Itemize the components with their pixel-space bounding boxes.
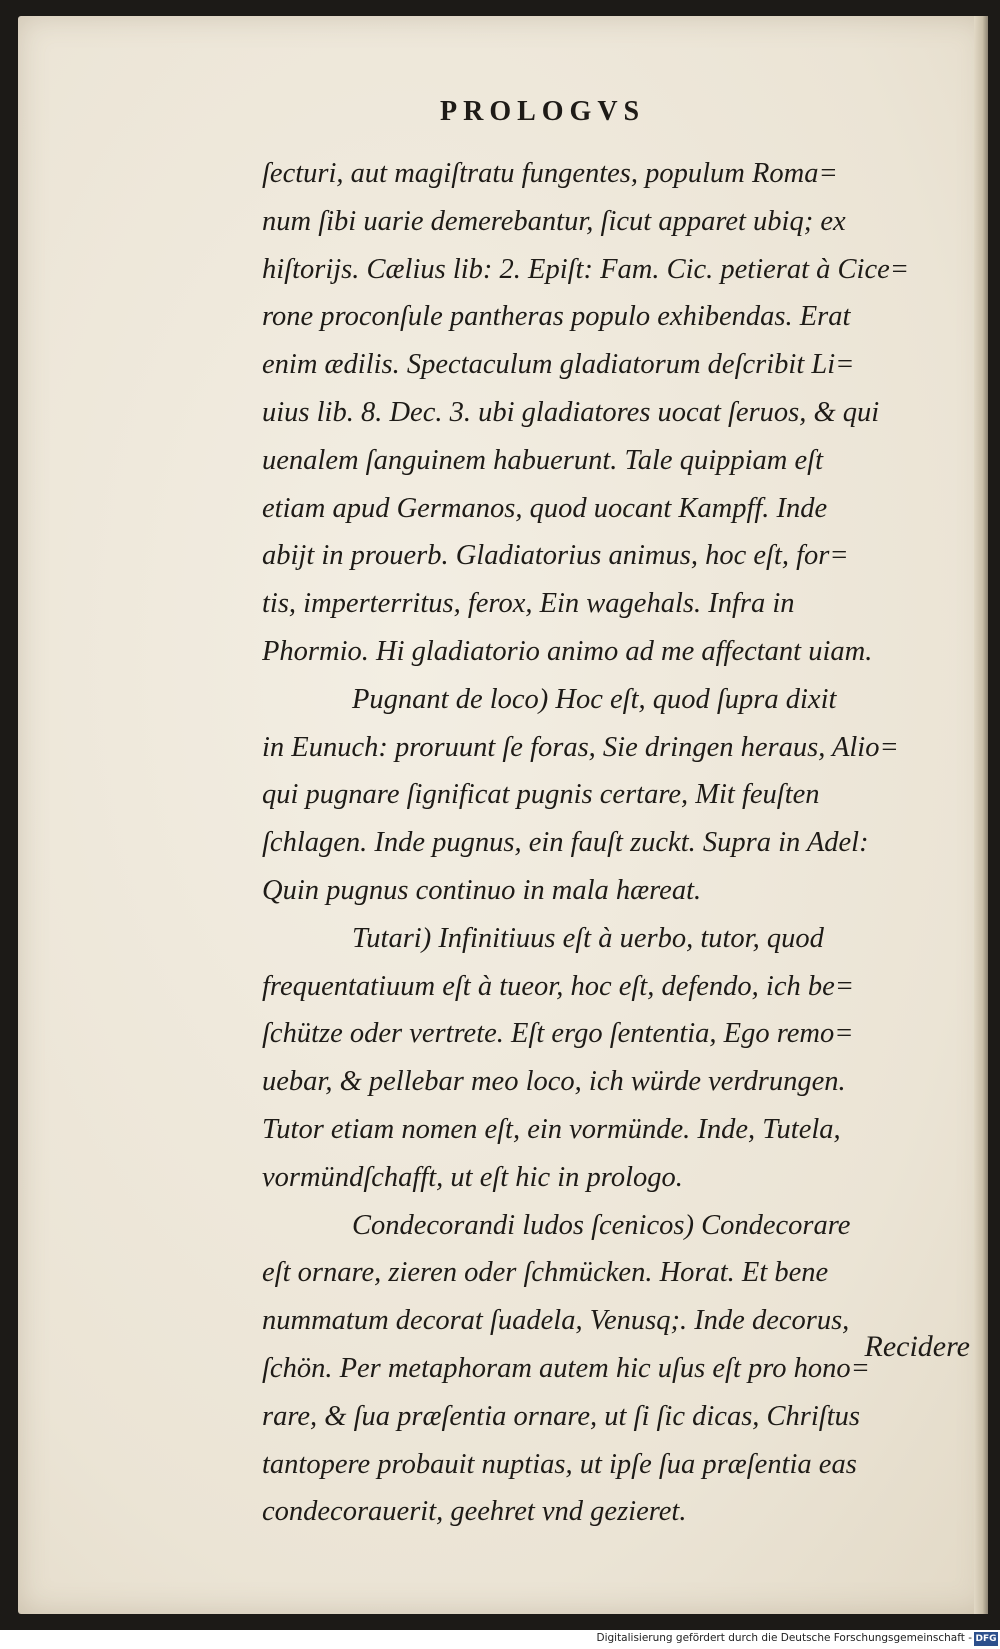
text-line: Tutor etiam nomen eſt, ein vormünde. Inde, Tutela,: [262, 1113, 841, 1145]
text-line: uius lib. 8. Dec. 3. ubi gladiatores uocat ſeruos, & qui: [262, 396, 880, 428]
text-line: uebar, & pellebar meo loco, ich würde verdrungen.: [262, 1066, 846, 1098]
dfg-logo[interactable]: DFG: [975, 1634, 997, 1644]
text-line: Phormio. Hi gladiatorio animo ad me affectant uiam.: [262, 635, 873, 667]
text-line: condecorauerit, geehret vnd gezieret.: [262, 1496, 687, 1528]
text-line: abijt in prouerb. Gladiatorius animus, hoc eſt, for=: [262, 540, 849, 572]
text-line: frequentatiuum eſt à tueor, hoc eſt, defendo, ich be=: [262, 970, 855, 1002]
page-edge: [974, 16, 988, 1614]
text-line: rone proconſule pantheras populo exhibendas. Erat: [262, 301, 851, 333]
text-line: qui pugnare ſignificat pugnis certare, Mit feuſten: [262, 779, 820, 811]
text-line: enim ædilis. Spectaculum gladiatorum deſcribit Li=: [262, 349, 855, 381]
catchword: Recidere: [864, 1330, 970, 1363]
text-line: ſchön. Per metaphoram autem hic uſus eſt pro hono=: [262, 1352, 870, 1384]
lemma-line: Pugnant de loco) Hoc eſt, quod ſupra dixit: [352, 683, 837, 715]
funding-credit: Digitalisierung gefördert durch die Deutsche Forschungsgemeinschaft -: [596, 1632, 972, 1644]
text-line: ſecturi, aut magiſtratu fungentes, populum Roma=: [262, 158, 838, 189]
text-line: hiſtorijs. Cælius lib: 2. Epiſt: Fam. Cic. petierat à Cice=: [262, 253, 909, 285]
text-line: eſt ornare, zieren oder ſchmücken. Horat. Et bene: [262, 1257, 829, 1289]
text-line: nummatum decorat ſuadela, Venusq;. Inde decorus,: [262, 1305, 850, 1337]
running-head: PROLOGVS: [440, 96, 646, 127]
text-line: in Eunuch: proruunt ſe foras, Sie dringen heraus, Alio=: [262, 731, 899, 763]
text-line: ſchlagen. Inde pugnus, ein fauſt zuckt. Supra in Adel:: [262, 827, 869, 859]
text-line: Quin pugnus continuo in mala hæreat.: [262, 874, 702, 906]
body-text: [262, 150, 964, 1536]
lemma-line: Condecorandi ludos ſcenicos) Condecorare: [352, 1209, 851, 1241]
digitization-footer: [0, 1630, 1000, 1649]
text-line: num ſibi uarie demerebantur, ſicut apparet ubiq; ex: [262, 205, 846, 237]
text-line: tantopere probauit nuptias, ut ipſe ſua præſentia eas: [262, 1448, 857, 1480]
text-line: ſchütze oder vertrete. Eſt ergo ſententia, Ego remo=: [262, 1018, 854, 1050]
text-line: etiam apud Germanos, quod uocant Kampff. Inde: [262, 492, 828, 524]
text-line: rare, & ſua præſentia ornare, ut ſi ſic dicas, Chriſtus: [262, 1400, 860, 1432]
text-line: vormündſchafft, ut eſt hic in prologo.: [262, 1161, 683, 1193]
text-line: tis, imperterritus, ferox, Ein wagehals. Infra in: [262, 588, 795, 620]
lemma-line: Tutari) Infinitiuus eſt à uerbo, tutor, quod: [352, 922, 824, 954]
text-line: uenalem ſanguinem habuerunt. Tale quippiam eſt: [262, 444, 823, 476]
